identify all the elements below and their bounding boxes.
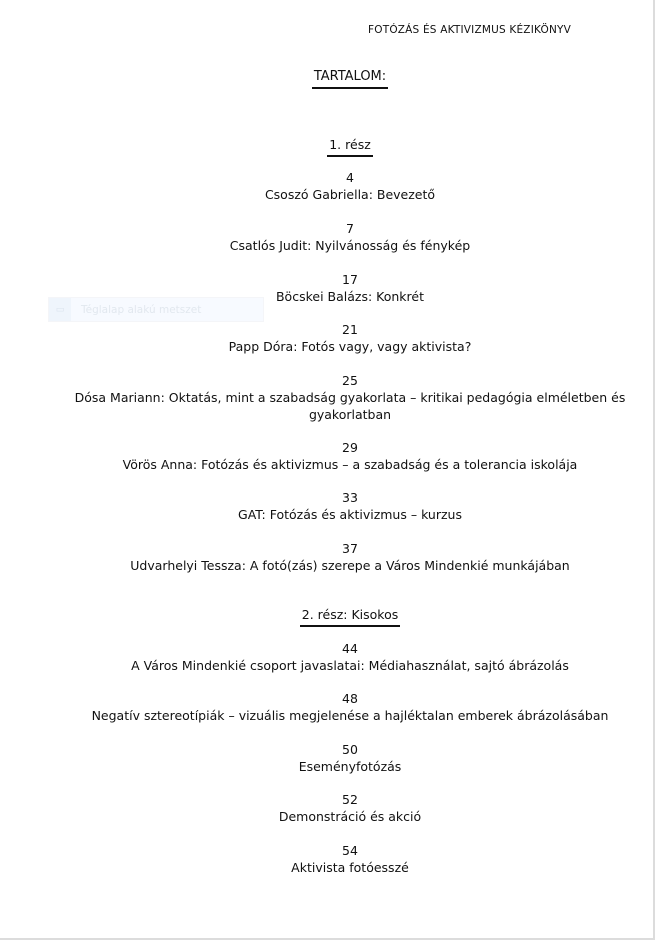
entry-title: GAT: Fotózás és aktivizmus – kurzus [238,507,462,522]
entry-title: Csatlós Judit: Nyilvánosság és fénykép [229,238,471,253]
toc-entry[interactable] [70,321,630,355]
page-number: 21 [342,322,358,337]
entry-title: Udvarhelyi Tessza: A fotó(zás) szerepe a Város Mindenkié munkájában [130,558,570,573]
toc-entry[interactable] [70,791,630,825]
toc-entry[interactable] [70,842,630,876]
page-number: 17 [342,272,358,287]
entry-title: Csoszó Gabriella: Bevezető [264,187,436,202]
snip-mode-tooltip[interactable] [48,297,264,322]
entry-title: Eseményfotózás [298,759,402,774]
snip-icon: ▭ [49,298,71,321]
entry-title: Aktivista fotóesszé [291,860,409,875]
toc-entry[interactable] [70,489,630,523]
running-header: FOTÓZÁS ÉS AKTIVIZMUS KÉZIKÖNYV [368,24,572,36]
toc-entry[interactable] [70,540,630,574]
entry-title: Vörös Anna: Fotózás és aktivizmus – a szabadság és a tolerancia iskolája [122,457,578,472]
entry-title: Böcskei Balázs: Konkrét [275,289,424,304]
entry-title: Dósa Mariann: Oktatás, mint a szabadság gyakorlata – kritikai pedagógia elméletben és gyakorlatban [74,390,626,422]
entry-title: Demonstráció és akció [278,809,422,824]
page-number: 52 [342,792,358,807]
page-number: 7 [346,221,354,236]
page-number: 4 [346,170,354,185]
toc-title-text: TARTALOM: [312,69,388,89]
page-number: 25 [342,373,358,388]
page-number: 48 [342,691,358,706]
part-heading-2 [0,607,655,627]
toc-entry[interactable] [40,372,655,423]
part-heading-1 [0,137,655,157]
page-number: 54 [342,843,358,858]
part-heading-text: 2. rész: Kisokos [300,607,401,627]
page-number: 50 [342,742,358,757]
toc-entry[interactable] [70,741,630,775]
page-number: 44 [342,641,358,656]
toc-title [0,69,655,89]
entry-title: Papp Dóra: Fotós vagy, vagy aktivista? [228,339,472,354]
snip-mode-label: Téglalap alakú metszet [81,303,202,316]
part-heading-text: 1. rész [327,137,373,157]
toc-entry[interactable] [60,690,640,724]
toc-entry[interactable] [70,169,630,203]
entry-title: Negatív sztereotípiák – vizuális megjelenése a hajléktalan emberek ábrázolásában [91,708,609,723]
toc-entry[interactable] [70,220,630,254]
toc-entry[interactable] [70,439,630,473]
toc-entry[interactable] [70,640,630,674]
entry-title: A Város Mindenkié csoport javaslatai: Médiahasználat, sajtó ábrázolás [131,658,569,673]
page-number: 29 [342,440,358,455]
page-number: 37 [342,541,358,556]
page-number: 33 [342,490,358,505]
